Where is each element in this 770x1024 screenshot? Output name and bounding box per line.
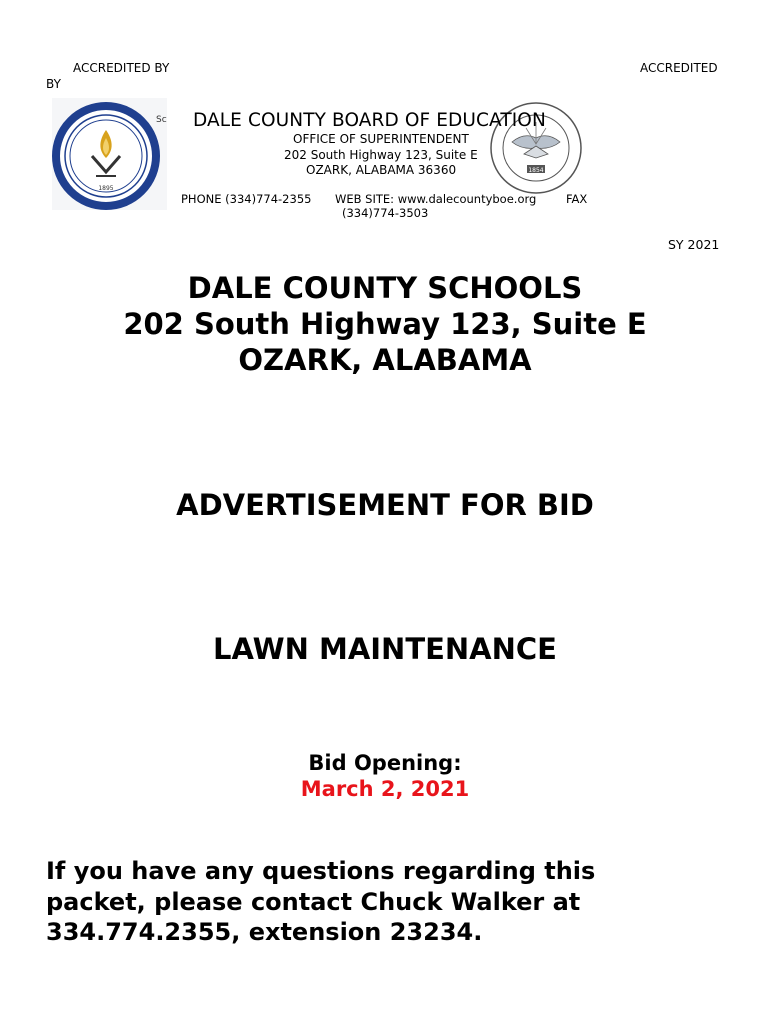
sacs-accreditation-logo [52, 98, 167, 210]
accredited-label-left: ACCREDITED BY [73, 61, 170, 75]
project-title: LAWN MAINTENANCE [212, 632, 557, 666]
bid-opening-label: Bid Opening: [308, 751, 462, 775]
fax-number: (334)774-3503 [342, 206, 429, 220]
heading-city: OZARK, ALABAMA [238, 343, 532, 377]
school-year: SY 2021 [668, 237, 720, 252]
sacs-seal-icon [52, 98, 167, 210]
bid-opening-date: March 2, 2021 [300, 777, 470, 801]
state-seal-year: 1854 [528, 167, 544, 174]
office-name: OFFICE OF SUPERINTENDENT [293, 132, 469, 146]
advertisement-title: ADVERTISEMENT FOR BID [176, 488, 594, 522]
fax-label: FAX [566, 192, 588, 206]
office-city: OZARK, ALABAMA 36360 [306, 163, 457, 177]
accredited-label-left-wrap: BY [46, 77, 61, 91]
website-link[interactable]: WEB SITE: www.dalecountyboe.org [335, 192, 537, 206]
board-title: DALE COUNTY BOARD OF EDUCATION [193, 110, 546, 131]
sacs-logo-year: 1895 [98, 185, 114, 192]
contact-paragraph: If you have any questions regarding this packet, please contact Chuck Walker at 334.774.2355, extension 23234. [46, 857, 596, 946]
office-street: 202 South Highway 123, Suite E [284, 148, 478, 162]
accredited-label-right: ACCREDITED [640, 61, 718, 75]
sacs-logo-partial-text: Sc [156, 115, 167, 125]
heading-address: 202 South Highway 123, Suite E [123, 307, 647, 341]
phone-number: PHONE (334)774-2355 [181, 192, 312, 206]
heading-schools: DALE COUNTY SCHOOLS [187, 271, 583, 305]
